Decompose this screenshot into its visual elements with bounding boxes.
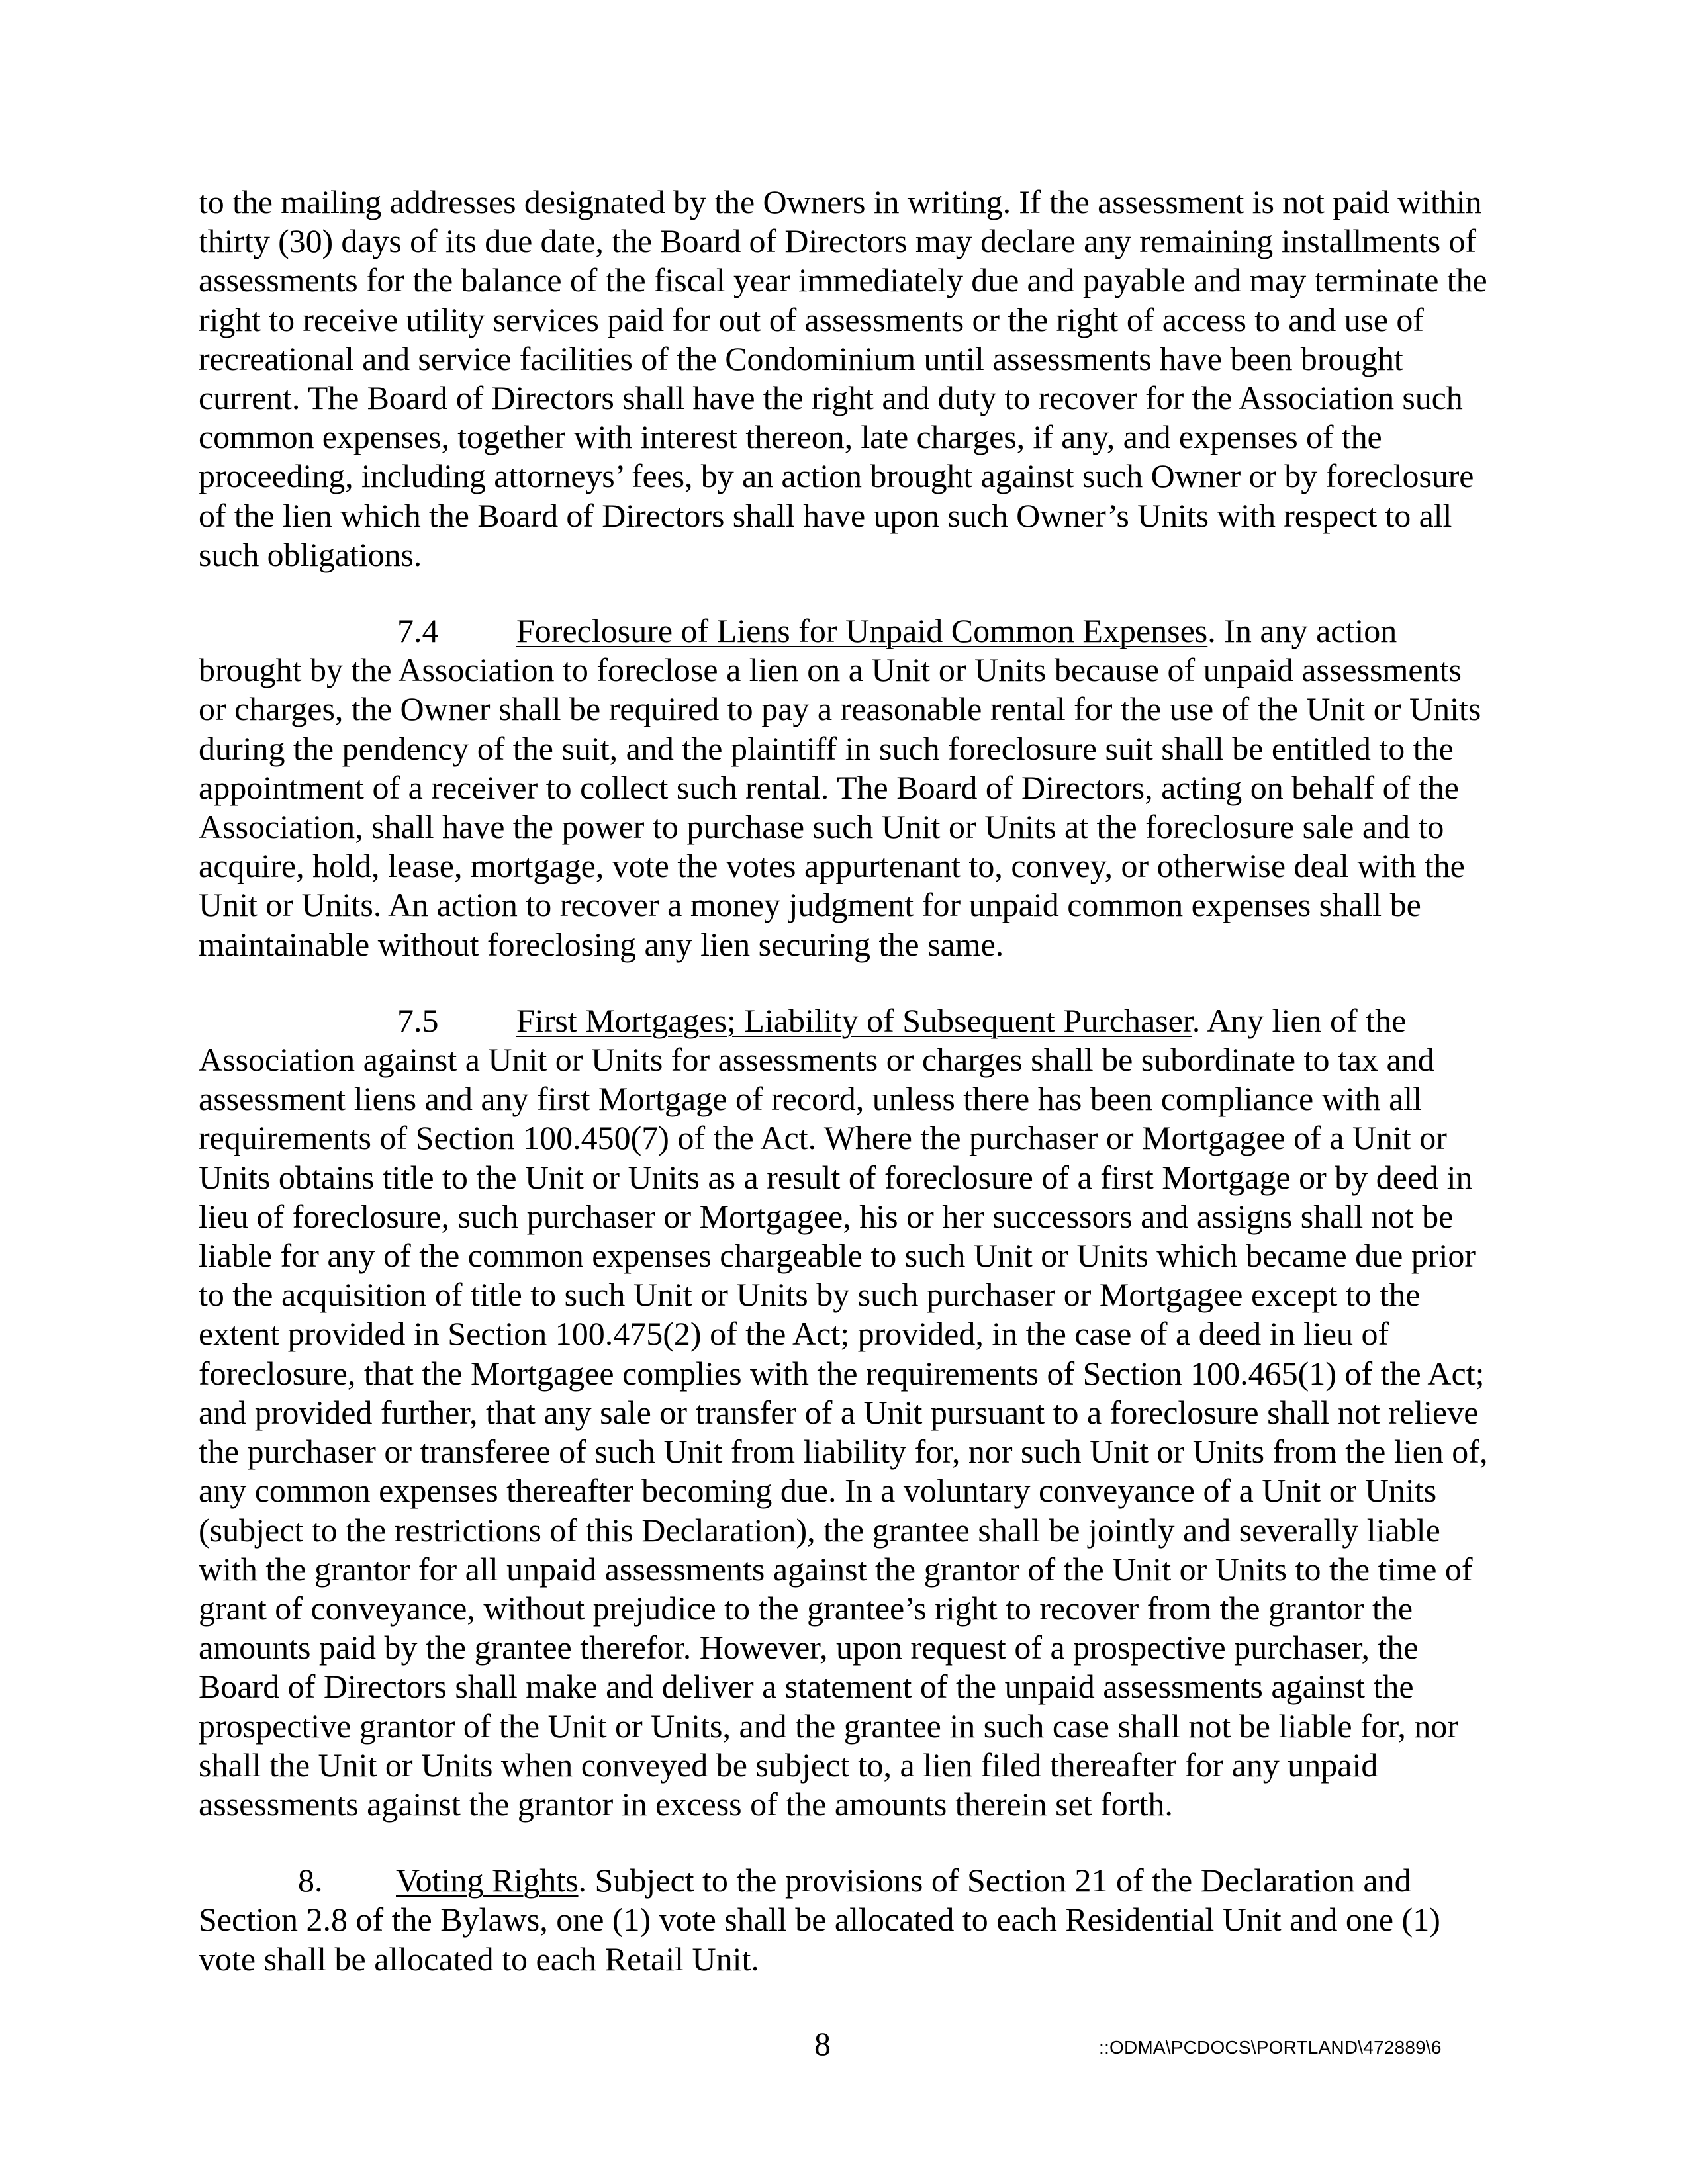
page-number: 8 [814,2025,831,2062]
section-heading: Voting Rights [396,1862,579,1899]
section-body: . Any lien of the Association against a Unit or Units for assessments or charges shall be subordinate to tax and assessment liens and any first Mortgage of record, unless there has been compliance with all requirements of Section 100.450(7) of the Act. Where the purchaser or Mortgagee of a Unit or Units obtains title to the Unit or Units as a result of foreclosure of a first Mortgage or by deed in lieu of foreclosure, such purchaser or Mortgagee, his or her successors and assigns shall not be liable for any of the common expenses chargeable to such Unit or Units which became due prior to the acquisition of title to such Unit or Units by such purchaser or Mortgagee except to the extent provided in Section 100.475(2) of the Act; provided, in the case of a deed in lieu of foreclosure, that the Mortgagee complies with the requirements of Section 100.465(1) of the Act; and provided further, that any sale or transfer of a Unit pursuant to a foreclosure shall not relieve the purchaser or transferee of such Unit from liability for, nor such Unit or Units from the lien of, any common expenses thereafter becoming due. In a voluntary conveyance of a Unit or Units (subject to the restrictions of this Declaration), the grantee shall be jointly and severally liable with the grantor for all unpaid assessments against the grantor of the Unit or Units to the time of grant of conveyance, without prejudice to the grantee’s right to recover from the grantor the amounts paid by the grantee therefor. However, upon request of a prospective purchaser, the Board of Directors shall make and deliver a statement of the unpaid assessments against the prospective grantor of the Unit or Units, and the grantee in such case shall not be liable for, nor shall the Unit or Units when conveyed be subject to, a lien filed thereafter for any unpaid assessments against the grantor in excess of the amounts therein set forth. [199,1001,1488,1823]
paragraph-section-7-4 [199,612,1496,964]
paragraph-continuation: to the mailing addresses designated by the Owners in writing. If the assessment is not paid within thirty (30) days of its due date, the Board of Directors may declare any remaining installments of assessments for the balance of the fiscal year immediately due and payable and may terminate the right to receive utility services paid for out of assessments or the right of access to and use of recreational and service facilities of the Condominium until assessments have been brought current. The Board of Directors shall have the right and duty to recover for the Association such common expenses, together with interest thereon, late charges, if any, and expenses of the proceeding, including attorneys’ fees, by an action brought against such Owner or by foreclosure of the lien which the Board of Directors shall have upon such Owner’s Units with respect to all such obligations. [199,183,1487,573]
section-number: 8. [298,1862,323,1899]
document-id: ::ODMA\PCDOCS\PORTLAND\472889\6 [1099,2037,1442,2058]
paragraph-section-7-5 [199,1001,1496,1824]
document-body [199,183,1496,2016]
section-body: . In any action brought by the Association to foreclose a lien on a Unit or Units because of unpaid assessments or charges, the Owner shall be required to pay a reasonable rental for the use of the Unit or Units during the pendency of the suit, and the plaintiff in such foreclosure suit shall be entitled to the appointment of a receiver to collect such rental. The Board of Directors, acting on behalf of the Association, shall have the power to purchase such Unit or Units at the foreclosure sale and to acquire, hold, lease, mortgage, vote the votes appurtenant to, convey, or otherwise deal with the Unit or Units. An action to recover a money judgment for unpaid common expenses shall be maintainable without foreclosing any lien securing the same. [199,612,1481,963]
paragraph-section-8 [199,1861,1496,1979]
section-heading: First Mortgages; Liability of Subsequent Purchaser [516,1001,1192,1039]
section-body: . Subject to the provisions of Section 21 of the Declaration and Section 2.8 of the Bylaws, one (1) vote shall be allocated to each Residential Unit and one (1) vote shall be allocated to each Retail Unit. [199,1862,1440,1978]
section-heading: Foreclosure of Liens for Unpaid Common Expenses [516,612,1208,650]
section-number: 7.5 [397,1001,439,1039]
section-number: 7.4 [397,612,439,650]
